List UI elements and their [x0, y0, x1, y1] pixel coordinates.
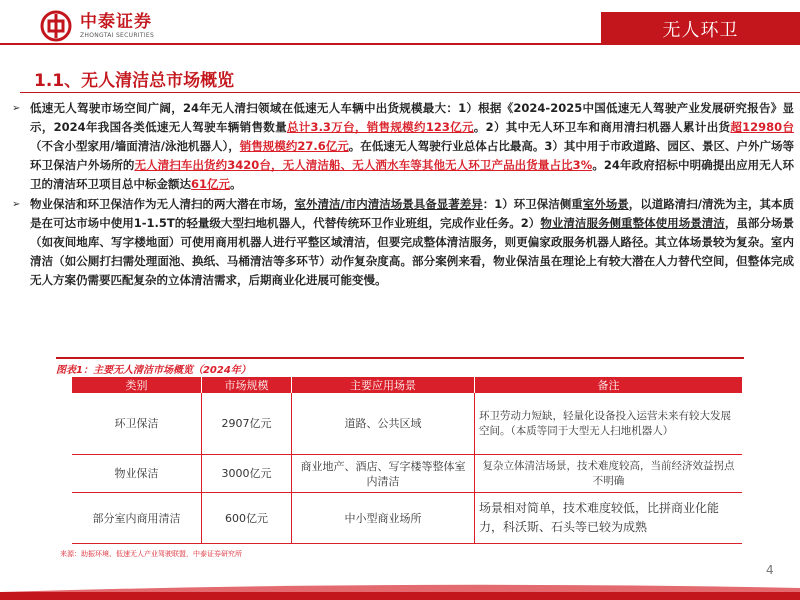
cell-category: 环卫保洁 [72, 393, 202, 454]
column-header: 备注 [597, 379, 620, 392]
highlight-sales-scale: 销售规模约27.6亿元 [239, 139, 349, 153]
header-rule [0, 43, 601, 45]
cell-category: 物业保洁 [72, 455, 202, 492]
highlight-shipments: 超12980台 [730, 120, 794, 134]
cell-category: 部分室内商用清洁 [72, 493, 202, 543]
bullet-scene-difference: ➢ 物业保洁和环卫保洁作为无人清扫的两大潜在市场，室外清洁/市内清洁场景具备显著差异：1）环卫保洁侧重室外场景，以道路清扫/清洗为主，其本质是在可达市场中使用1-1.5T的轻量级大型扫地机器人，代替传统环卫作业班组，完成作业任务。2）物业清洁服务侧重整体使用场景清洁，虽部分场景（如夜间地库、写字楼地面）可使用商用机器人进行平整区域清洁，但要完成整体清洁服务，则更偏家政服务机器人路径。其立体场景较为复杂。室内清洁（如公厕打扫需处理面池、换纸、马桶清洁等多环节）动作复杂度高。部分案例来看，物业保洁虽在理论上有较大潜在人力替代空间，但整体完成无人方案仍需要匹配复杂的立体清洁需求，后期商业化进展可能变慢。 [12, 197, 795, 287]
figure-title: 图表1：主要无人清洁市场概览（2024年） [56, 357, 744, 375]
column-header: 市场规模 [202, 377, 292, 393]
highlight-total-sales: 总计3.3万台，销售规模约123亿元 [286, 120, 474, 134]
brand-name-cn: 中泰证券 [80, 11, 152, 32]
highlight-sweeper-shipments: 无人清扫车出货约3420台，无人清洁船、无人洒水车等其他无人环卫产品出货量占比3% [134, 158, 593, 172]
cell-scene: 中小型商业场所 [292, 493, 475, 543]
highlight-tender-amount: 61亿元 [191, 177, 231, 191]
highlight-scene-difference: 室外清洁/市内清洁场景具备显著差异 [294, 197, 483, 211]
page-number: 4 [766, 563, 774, 577]
cell-size: 2907亿元 [202, 393, 292, 454]
section-title: 1.1、无人清洁总市场概览 [34, 71, 235, 91]
highlight-outdoor: 室外场景 [582, 197, 629, 211]
cell-size: 600亿元 [202, 493, 292, 543]
column-header: 主要应用场景 [292, 377, 475, 393]
brand-name-en: ZHONGTAI SECURITIES [80, 31, 155, 39]
cell-note: 环卫劳动力短缺，轻量化设备投入运营未来有较大发展空间。（本质等同于大型无人扫地机器人） [479, 409, 731, 437]
bottom-decoration-bar [0, 582, 800, 600]
market-overview-table [72, 377, 742, 545]
bullet-list [6, 99, 794, 290]
title-rule [20, 92, 800, 93]
cell-scene: 商业地产、酒店、写字楼等整体室内清洁 [292, 455, 475, 492]
bullet-arrow-icon: ➢ [12, 199, 21, 210]
brand-logo [40, 8, 154, 44]
highlight-property: 物业清洁服务侧重整体使用场景清洁 [540, 216, 725, 230]
bullet-arrow-icon: ➢ [12, 103, 21, 114]
cell-note: 复杂立体清洁场景，技术难度较高，当前经济效益拐点不明确 [482, 459, 735, 487]
table-row [72, 493, 742, 544]
bullet-market-overview: ➢ 低速无人驾驶市场空间广阔，24年无人清扫领域在低速无人车辆中出货规模最大：1）根据《2024-2025中国低速无人驾驶产业发展研究报告》显示，2024年我国各类低速无人驾驶车辆销售数量总计3.3万台，销售规模约123亿元。2）其中无人环卫车和商用清扫机器人累计出货超12980台（不含小型家用/墙面清洁/泳池机器人），销售规模约27.6亿元。在低速无人驾驶行业总体占比最高。3）其中用于市政道路、园区、景区、户外广场等环卫保洁户外场所的无人清扫车出货约3420台，无人清洁船、无人洒水车等其他无人环卫产品出货量占比3%。24年政府招标中明确提出应用无人环卫的清洁环卫项目总中标金额达61亿元。 [12, 101, 795, 191]
table-row [72, 455, 742, 493]
column-header: 类别 [72, 377, 202, 393]
cell-size: 3000亿元 [202, 455, 292, 492]
table-header [72, 377, 742, 393]
header-topic-tag: 无人环卫 [601, 12, 800, 45]
zhongtai-logo-icon [40, 10, 72, 42]
figure-source: 来源：助振环境、低速无人产业驾驶联盟，中泰证券研究所 [60, 550, 242, 558]
table-row [72, 393, 742, 455]
cell-note: 场景相对简单，技术难度较低，比拼商业化能力，科沃斯、石头等已较为成熟 [479, 501, 720, 534]
cell-scene: 道路、公共区域 [292, 393, 475, 454]
